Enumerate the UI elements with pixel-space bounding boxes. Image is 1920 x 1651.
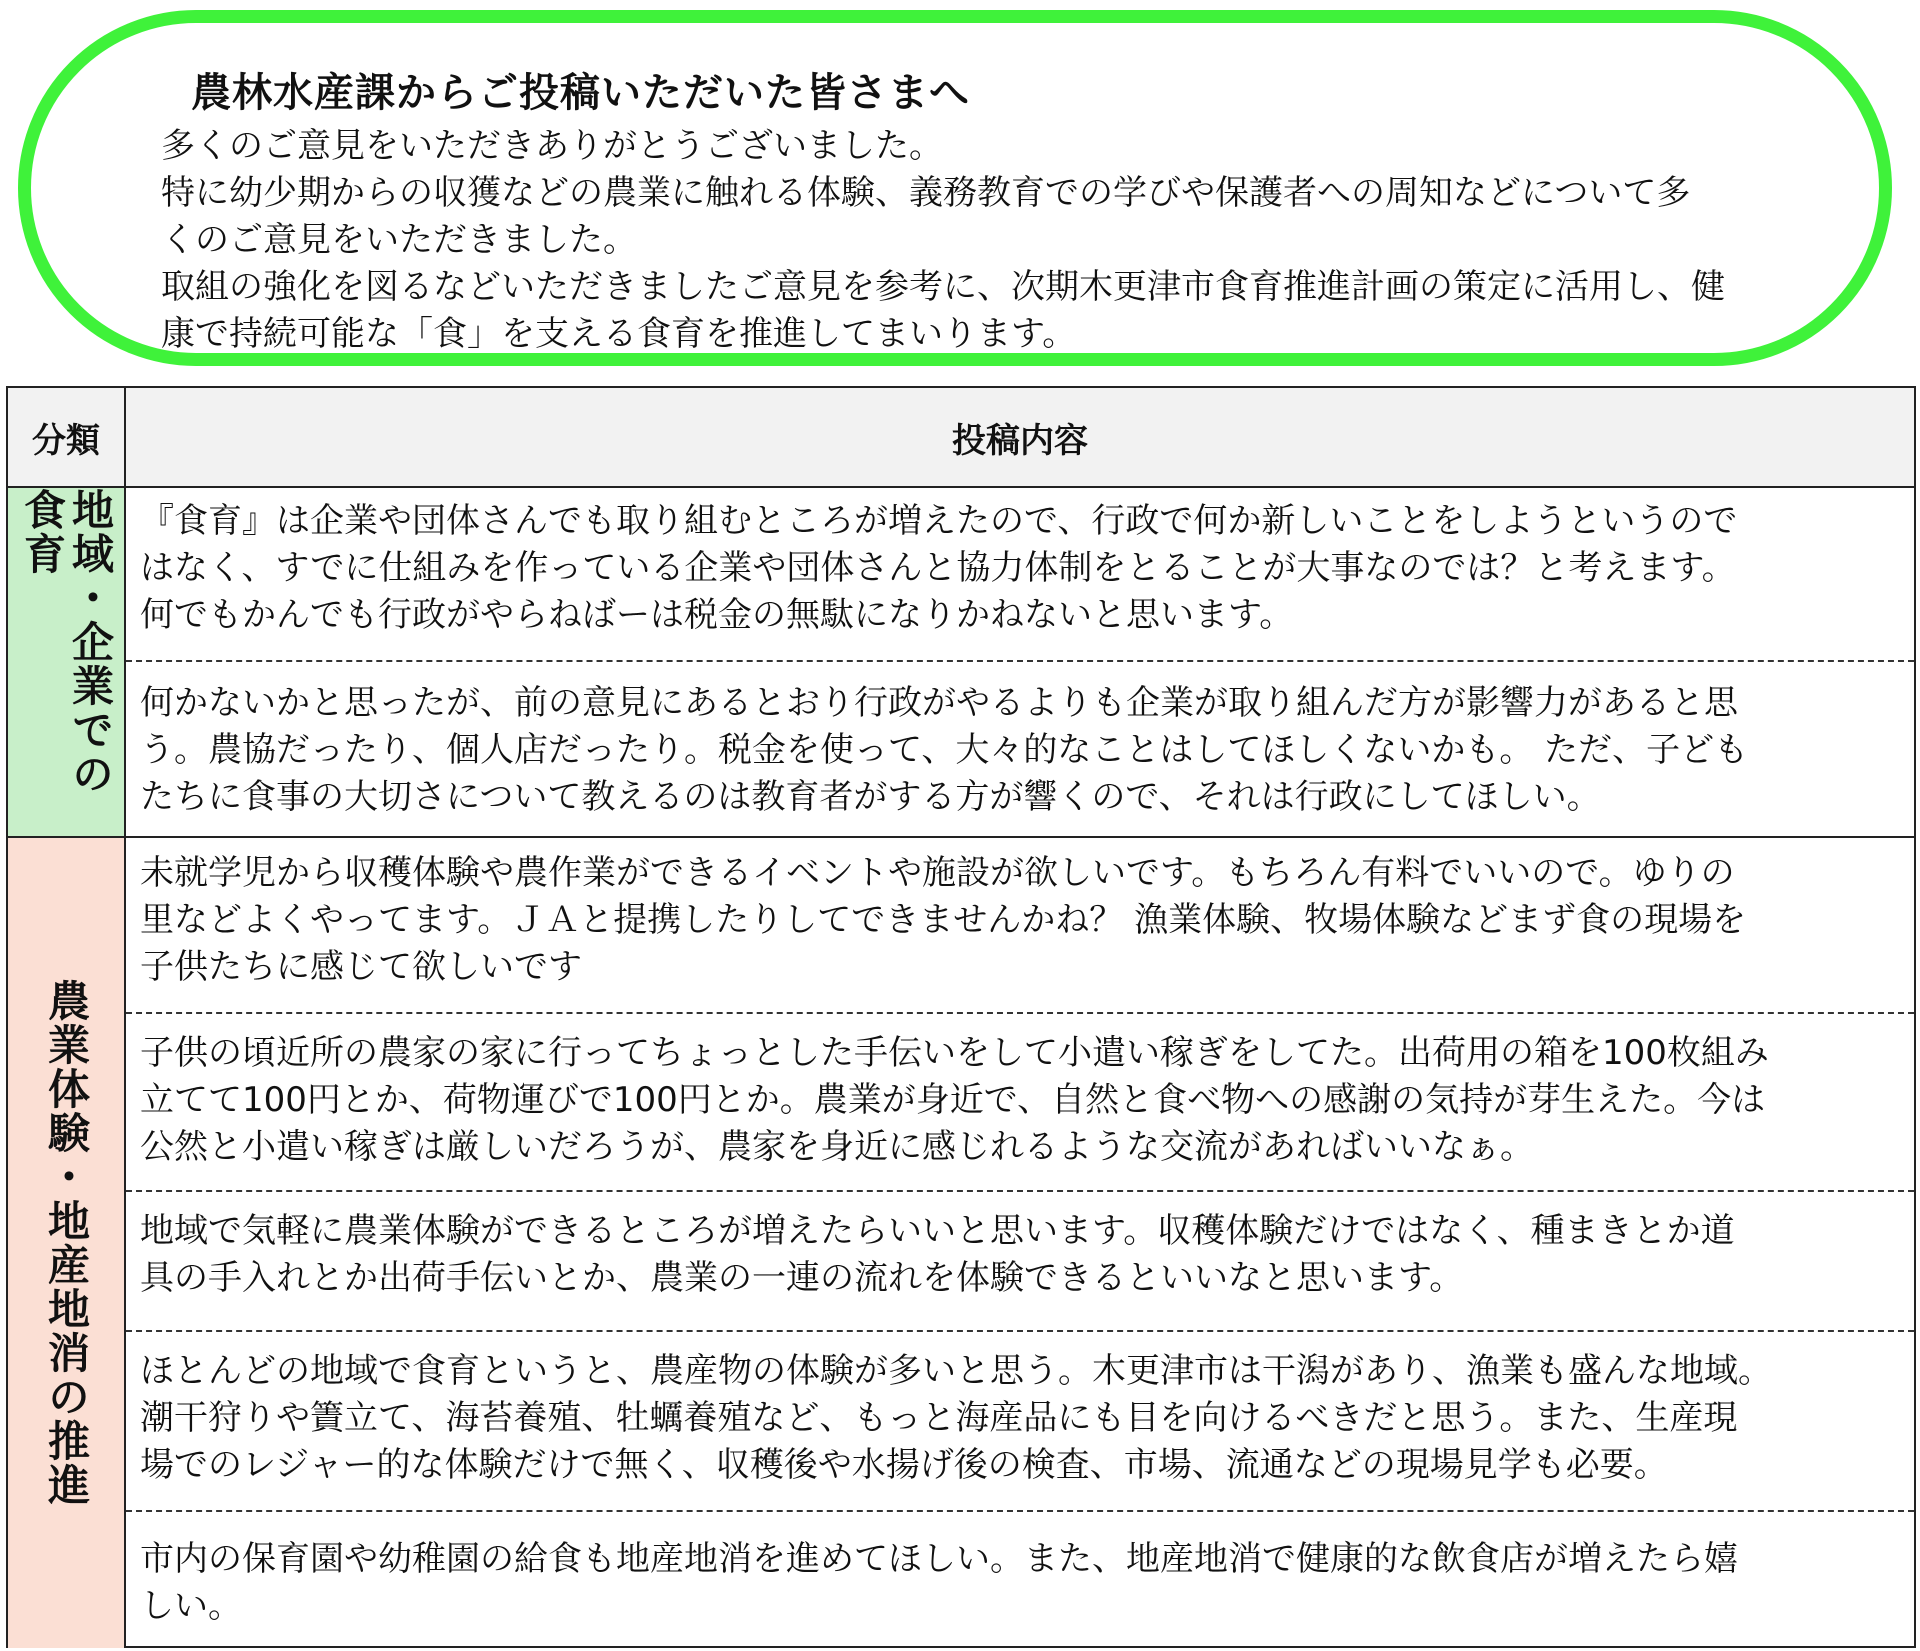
post-line: 何かないかと思ったが、前の意見にあるとおり行政がやるよりも企業が取り組んだ方が影響力があると思 [140,683,1738,723]
post-line: 場でのレジャー的な体験だけで無く、収穫後や水揚げ後の検査、市場、流通などの現場見学も必要。 [140,1445,1668,1485]
post-line: ほとんどの地域で食育というと、農産物の体験が多いと思う。木更津市は干潟があり、漁業も盛んな地域。 [140,1351,1772,1391]
header-content: 投稿内容 [126,388,1914,488]
post-line: 公然と小遣い稼ぎは厳しいだろうが、農家を身近に感じれるような交流があればいいなぁ。 [140,1127,1534,1167]
post-line: 具の手入れとか出荷手伝いとか、農業の一連の流れを体験できるといいなと思います。 [140,1258,1464,1298]
post-line: 子供の頃近所の農家の家に行ってちょっとした手伝いをして小遣い稼ぎをしてた。出荷用の箱を100枚組み [140,1033,1769,1073]
notice-line: くのご意見をいただきました。 [161,220,637,260]
category-label: 地域・企業での食育 [18,488,115,796]
post-row [126,1512,1914,1646]
post-row [126,662,1914,838]
post-line: 潮干狩りや簀立て、海苔養殖、牡蠣養殖など、もっと海産品にも目を向けるべきだと思う。また、生産現 [140,1398,1738,1438]
post-line: う。農協だったり、個人店だったり。税金を使って、大々的なことはしてほしくないかも。 ただ、子ども [140,730,1749,770]
post-row [126,1014,1914,1192]
post-row [126,1192,1914,1332]
category-local-business [8,488,126,838]
post-line: 市内の保育園や幼稚園の給食も地産地消を進めてほしい。また、地産地消で健康的な飲食店が増えたら嬉 [140,1539,1738,1579]
post-line: 立てて100円とか、荷物運びで100円とか。農業が身近で、自然と食べ物への感謝の気持が芽生えた。今は [140,1080,1766,1120]
post-row [126,838,1914,1014]
post-line: 未就学児から収穫体験や農作業ができるイベントや施設が欲しいです。もちろん有料でいいので。ゆりの [140,853,1735,893]
category-farm-experience [8,838,126,1648]
post-line: しい。 [140,1586,242,1626]
post-line: 何でもかんでも行政がやらねばーは税金の無駄になりかねないと思います。 [140,595,1294,635]
post-line: 里などよくやってます。ＪＡと提携したりしてできませんかね？ 漁業体験、牧場体験などまず食の現場を [140,900,1747,940]
notice-title: 農林水産課からご投稿いただいた皆さまへ [191,70,970,116]
posts-table [6,386,1916,1648]
post-row [126,488,1914,662]
notice-body [161,123,1821,358]
post-line: 子供たちに感じて欲しいです [140,947,582,987]
post-line: たちに食事の大切さについて教えるのは教育者がする方が響くので、それは行政にしてほしい。 [140,777,1601,817]
post-line: 地域で気軽に農業体験ができるところが増えたらいいと思います。収穫体験だけではなく、種まきとか道 [140,1211,1735,1251]
post-line: はなく、すでに仕組みを作っている企業や団体さんと協力体制をとることが大事なのでは？と考えます。 [140,548,1736,588]
notice-box [18,10,1892,366]
post-line: 『食育』は企業や団体さんでも取り組むところが増えたので、行政で何か新しいことをしようというので [140,501,1738,541]
notice-line: 康で持続可能な「食」を支える食育を推進してまいります。 [161,314,1077,354]
notice-line: 取組の強化を図るなどいただきましたご意見を参考に、次期木更津市食育推進計画の策定に活用し、健 [161,267,1725,307]
notice-line: 多くのご意見をいただきありがとうございました。 [161,126,943,166]
header-category: 分類 [8,388,126,488]
category-label: 農業体験・地産地消の推進 [42,979,91,1507]
notice-line: 特に幼少期からの収獲などの農業に触れる体験、義務教育での学びや保護者への周知などについて多 [161,173,1691,213]
post-row [126,1332,1914,1512]
